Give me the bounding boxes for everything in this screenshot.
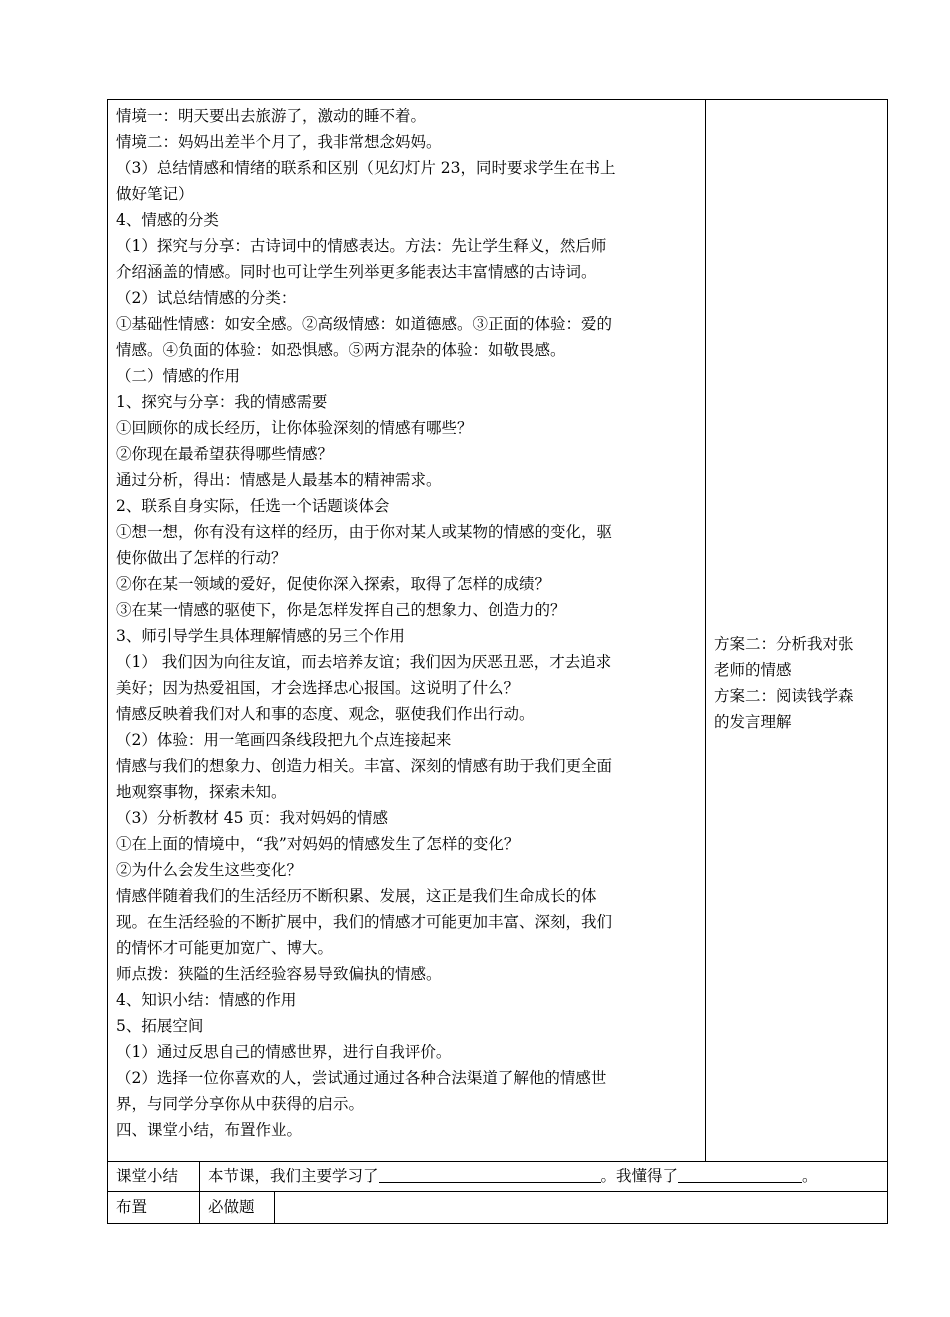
lesson-text-line: 师点拨：狭隘的生活经验容易导致偏执的情感。 [116,965,442,983]
lesson-text-line: 4、知识小结：情感的作用 [116,991,297,1009]
lesson-text-line: 情境一：明天要出去旅游了，激动的睡不着。 [116,107,427,125]
lesson-text-line: （1）通过反思自己的情感世界，进行自我评价。 [116,1043,452,1061]
table-bottom-border [107,1223,888,1224]
lesson-text-line: ②你现在最希望获得哪些情感？ [116,445,334,463]
lesson-text-line: ①在上面的情境中，“我”对妈妈的情感发生了怎样的变化？ [116,835,520,853]
summary-text-middle: 。我懂得了 [600,1167,679,1185]
label-column-divider [199,1161,200,1224]
lesson-text-line: 5、拓展空间 [116,1017,204,1035]
lesson-text-line: 的情怀才可能更加宽广、博大。 [116,939,334,957]
table-right-border [887,99,888,1224]
design-note-line: 方案二：阅读钱学森 [714,687,854,705]
lesson-text-line: 使你做出了怎样的行动？ [116,549,287,567]
lesson-text-line: 情感伴随着我们的生活经历不断积累、发展，这正是我们生命成长的体 [116,887,597,905]
lesson-text-line: （2）体验：用一笔画四条线段把九个点连接起来 [116,731,452,749]
summary-text-before: 本节课，我们主要学习了 [208,1167,379,1185]
summary-label: 课堂小结 [116,1167,179,1185]
summary-blank-2 [678,1164,802,1183]
lesson-text-line: 情感反映着我们对人和事的态度、观念，驱使我们作出行动。 [116,705,535,723]
design-note-line: 老师的情感 [714,661,792,679]
lesson-text-line: ②为什么会发生这些变化？ [116,861,303,879]
lesson-text-line: 情感与我们的想象力、创造力相关。丰富、深刻的情感有助于我们更全面 [116,757,613,775]
lesson-text-line: ①回顾你的成长经历，让你体验深刻的情感有哪些？ [116,419,473,437]
lesson-text-line: 地观察事物，探索未知。 [116,783,287,801]
lesson-text-line: （2）试总结情感的分类： [116,289,297,307]
lesson-text-line: ①基础性情感：如安全感。②高级情感：如道德感。③正面的体验：爱的 [116,315,613,333]
lesson-text-line: （3）总结情感和情绪的联系和区别（见幻灯片 23，同时要求学生在书上 [116,159,616,177]
lesson-text-line: （二）情感的作用 [116,367,241,385]
homework-sub-label: 必做题 [208,1198,255,1216]
table-left-border [107,99,108,1224]
summary-blank-1 [379,1164,601,1183]
lesson-text-line: ③在某一情感的驱使下，你是怎样发挥自己的想象力、创造力的？ [116,601,566,619]
lesson-process-text [116,103,701,1143]
column-divider [705,99,706,1161]
lesson-text-line: （3）分析教材 45 页：我对妈妈的情感 [116,809,388,827]
lesson-text-line: ②你在某一领域的爱好，促使你深入探索，取得了怎样的成绩？ [116,575,551,593]
row-divider-homework [107,1191,888,1192]
lesson-text-line: （2）选择一位你喜欢的人，尝试通过通过各种合法渠道了解他的情感世 [116,1069,607,1087]
row-divider-summary [107,1161,888,1162]
design-note-line: 的发言理解 [714,713,792,731]
lesson-text-line: 1、探究与分享：我的情感需要 [116,393,328,411]
lesson-text-line: 现。在生活经验的不断扩展中，我们的情感才可能更加丰富、深刻，我们 [116,913,613,931]
homework-label: 布置 [116,1198,148,1216]
lesson-text-line: 介绍涵盖的情感。同时也可让学生列举更多能表达丰富情感的古诗词。 [116,263,597,281]
design-notes-text [714,631,884,735]
lesson-text-line: 界，与同学分享你从中获得的启示。 [116,1095,365,1113]
lesson-text-line: （1） 我们因为向往友谊，而去培养友谊；我们因为厌恶丑恶，才去追求 [116,653,612,671]
lesson-text-line: 做好笔记） [116,185,194,203]
homework-sub-divider [274,1191,275,1224]
lesson-text-line: 2、联系自身实际，任选一个话题谈体会 [116,497,390,515]
design-note-line: 方案二：分析我对张 [714,635,854,653]
table-top-border [107,99,888,100]
lesson-text-line: 美好；因为热爱祖国，才会选择忠心报国。这说明了什么？ [116,679,520,697]
summary-text-end: 。 [802,1167,818,1185]
lesson-text-line: （1）探究与分享：古诗词中的情感表达。方法：先让学生释义，然后师 [116,237,607,255]
lesson-text-line: 通过分析，得出：情感是人最基本的精神需求。 [116,471,442,489]
lesson-text-line: 3、师引导学生具体理解情感的另三个作用 [116,627,405,645]
summary-text [208,1163,818,1189]
lesson-text-line: ①想一想，你有没有这样的经历，由于你对某人或某物的情感的变化，驱 [116,523,613,541]
lesson-text-line: 情感。④负面的体验：如恐惧感。⑤两方混杂的体验：如敬畏感。 [116,341,566,359]
lesson-text-line: 四、课堂小结，布置作业。 [116,1121,303,1139]
lesson-text-line: 4、情感的分类 [116,211,219,229]
lesson-text-line: 情境二：妈妈出差半个月了，我非常想念妈妈。 [116,133,442,151]
